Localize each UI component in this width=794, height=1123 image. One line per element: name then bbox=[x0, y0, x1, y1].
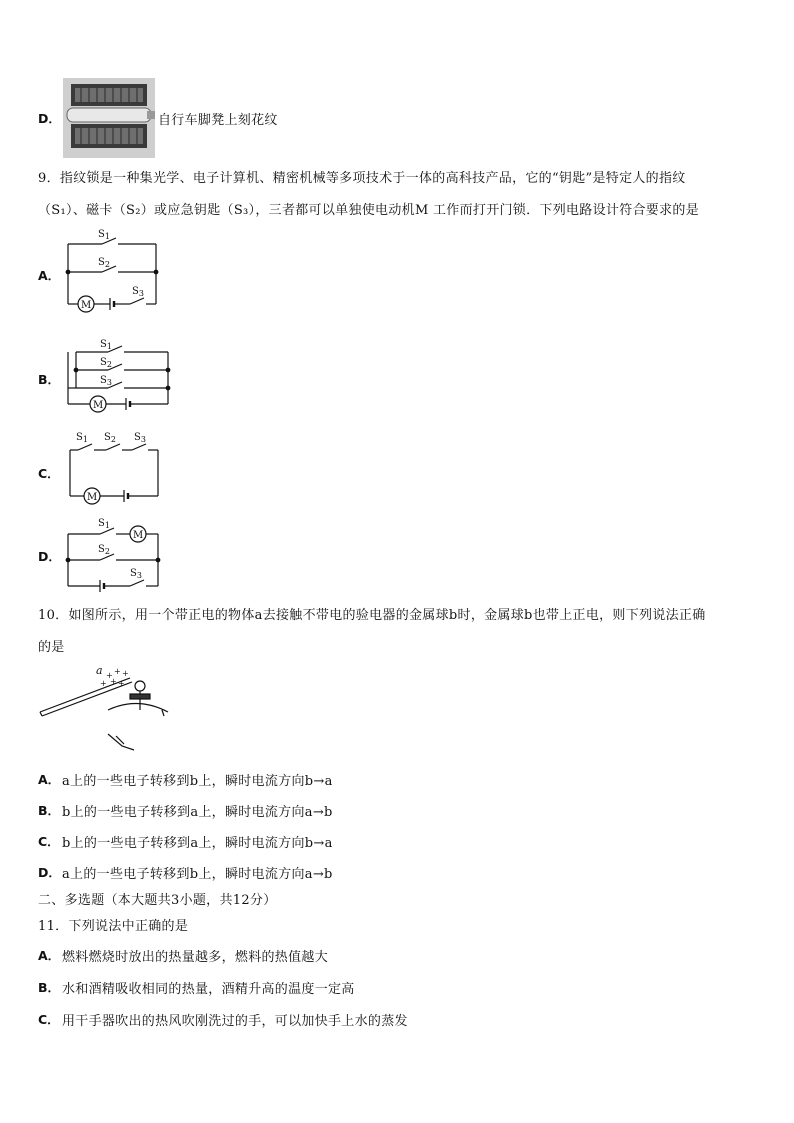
q10-option-b-letter: B． bbox=[38, 803, 61, 818]
q11-option-a-letter: A． bbox=[38, 948, 61, 963]
q10-stem-line2: 的是 bbox=[38, 640, 65, 655]
q11-stem: 11．下列说法中正确的是 bbox=[38, 919, 189, 934]
svg-text:S3: $S_3$ bbox=[130, 568, 142, 580]
q10-option-a-text: a上的一些电子转移到b上，瞬时电流方向b→a bbox=[62, 774, 333, 789]
q10-option-c-text: b上的一些电子转移到a上，瞬时电流方向b→a bbox=[62, 836, 333, 851]
q11-option-c-letter: C． bbox=[38, 1012, 60, 1027]
q9-option-c-letter: C． bbox=[38, 466, 60, 481]
label-a: a bbox=[96, 664, 103, 677]
svg-text:+: + bbox=[122, 669, 129, 678]
q8-option-d-letter: D． bbox=[38, 111, 61, 126]
q9-stem-line1: 9．指纹锁是一种集光学、电子计算机、精密机械等多项技术于一体的高科技产品，它的“钥匙”是特定人的指纹 bbox=[38, 171, 686, 186]
svg-text:+: + bbox=[106, 671, 113, 680]
svg-text:M: M bbox=[133, 530, 144, 541]
q10-option-a-letter: A． bbox=[38, 772, 61, 787]
svg-text:M: M bbox=[87, 492, 98, 503]
svg-text:S2: $S_2$ bbox=[98, 257, 110, 269]
svg-text:M: M bbox=[93, 400, 104, 411]
q11-option-b-text: 水和酒精吸收相同的热量，酒精升高的温度一定高 bbox=[62, 982, 355, 997]
svg-text:S2: $S_2$ bbox=[104, 432, 116, 444]
q10-electroscope-figure bbox=[38, 660, 178, 760]
q10-option-b-text: b上的一些电子转移到a上，瞬时电流方向a→b bbox=[62, 805, 333, 820]
q9-circuit-a bbox=[60, 228, 190, 316]
svg-text:S3: $S_3$ bbox=[100, 375, 112, 387]
q10-stem-line1: 10．如图所示，用一个带正电的物体a去接触不带电的验电器的金属球b时，金属球b也带上正电，则下列说法正确 bbox=[38, 608, 706, 623]
q10-option-c-letter: C． bbox=[38, 834, 60, 849]
q11-option-c-text: 用干手器吹出的热风吹刚洗过的手，可以加快手上水的蒸发 bbox=[62, 1014, 408, 1029]
svg-text:+: + bbox=[100, 679, 107, 688]
q9-option-b-letter: B． bbox=[38, 372, 61, 387]
motor-label: M bbox=[81, 300, 92, 311]
svg-text:S1: $S_1$ bbox=[100, 339, 112, 351]
svg-text:+: + bbox=[114, 667, 121, 676]
q11-option-b-letter: B． bbox=[38, 980, 61, 995]
q8-option-d-text: 自行车脚凳上刻花纹 bbox=[158, 113, 278, 128]
q9-circuit-b bbox=[62, 336, 182, 416]
q11-option-a-text: 燃料燃烧时放出的热量越多，燃料的热值越大 bbox=[62, 950, 329, 965]
svg-text:S2: $S_2$ bbox=[98, 544, 110, 556]
svg-text:S2: $S_2$ bbox=[100, 357, 112, 369]
q10-option-d-text: a上的一些电子转移到b上，瞬时电流方向a→b bbox=[62, 867, 333, 882]
q9-stem-line2: （S₁）、磁卡（S₂）或应急钥匙（S₃），三者都可以单独使电动机M 工作而打开门锁．下列电路设计符合要求的是 bbox=[38, 203, 699, 218]
svg-text:+: + bbox=[110, 677, 117, 686]
q9-circuit-c bbox=[62, 430, 172, 510]
svg-text:+: + bbox=[118, 679, 125, 688]
svg-text:S1: $S_1$ bbox=[76, 432, 88, 444]
svg-text:S1: $S_1$ bbox=[98, 229, 110, 241]
svg-text:S3: $S_3$ bbox=[132, 286, 144, 298]
svg-text:S1: $S_1$ bbox=[98, 518, 110, 530]
q9-option-a-letter: A． bbox=[38, 268, 61, 283]
q10-option-d-letter: D． bbox=[38, 865, 61, 880]
q9-circuit-d bbox=[60, 514, 170, 594]
section-heading: 二、多选题（本大题共3小题，共12分） bbox=[38, 893, 277, 908]
pedal-photo bbox=[63, 78, 155, 158]
svg-text:S3: $S_3$ bbox=[134, 432, 146, 444]
q9-option-d-letter: D． bbox=[38, 549, 61, 564]
